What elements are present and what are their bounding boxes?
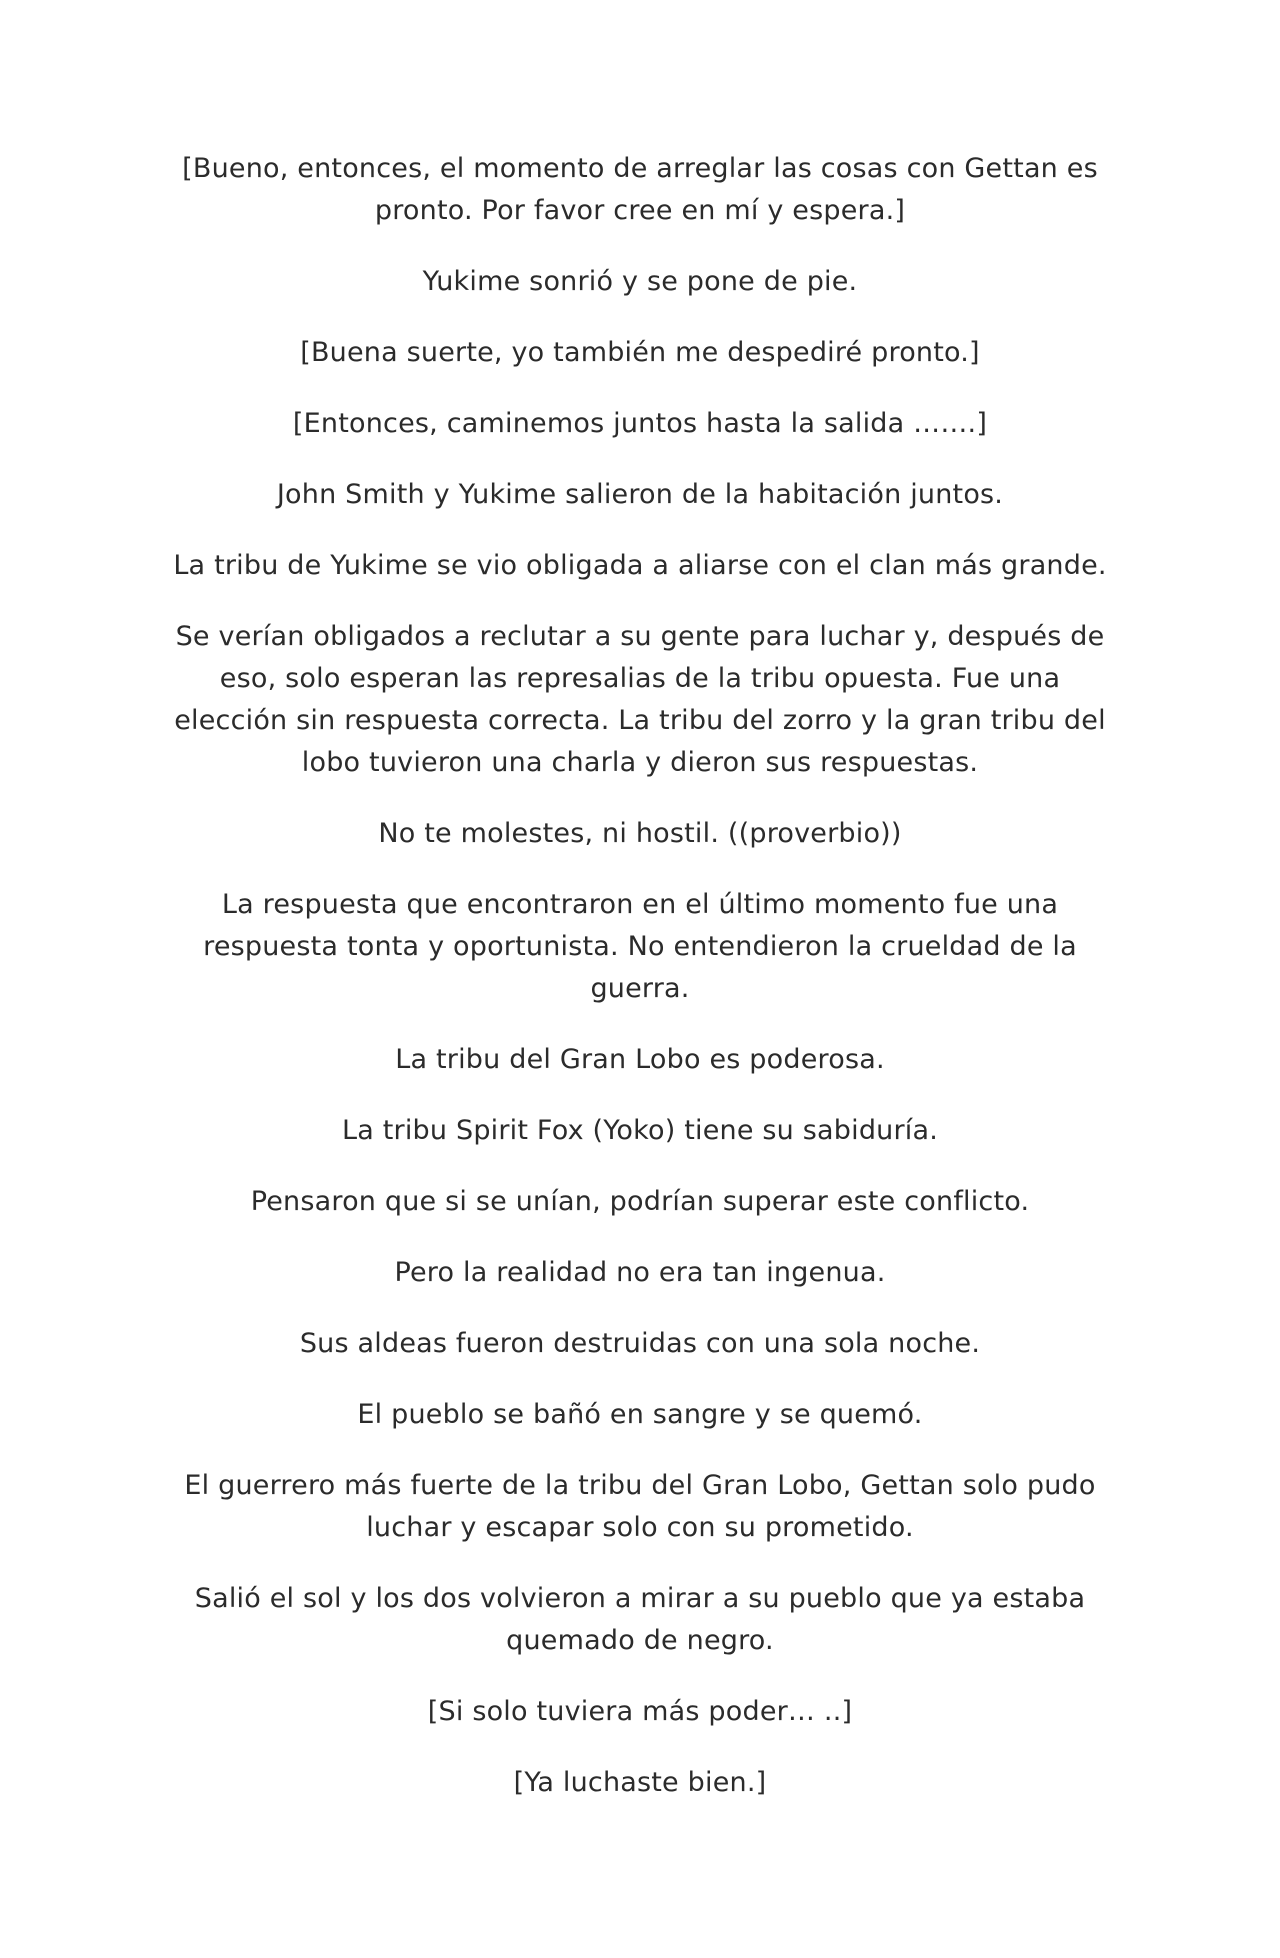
paragraph: [Ya luchaste bien.] bbox=[513, 1767, 767, 1798]
paragraph: [Bueno, entonces, el momento de arreglar las cosas con Gettan es pronto. Por favor cree en mí y espera.] bbox=[182, 153, 1098, 226]
paragraph: La tribu del Gran Lobo es poderosa. bbox=[395, 1044, 885, 1075]
paragraph: Pensaron que si se unían, podrían superar este conflicto. bbox=[250, 1186, 1030, 1217]
paragraph: Salió el sol y los dos volvieron a mirar a su pueblo que ya estaba quemado de negro. bbox=[194, 1583, 1086, 1656]
paragraph: [Buena suerte, yo también me despediré pronto.] bbox=[300, 337, 980, 368]
paragraph: El pueblo se bañó en sangre y se quemó. bbox=[357, 1399, 923, 1430]
paragraph: La respuesta que encontraron en el último momento fue una respuesta tonta y oportunista. No entendieron la crueldad de la guerra. bbox=[203, 889, 1077, 1004]
paragraph: [Si solo tuviera más poder… ..] bbox=[427, 1696, 853, 1727]
paragraph: Pero la realidad no era tan ingenua. bbox=[394, 1257, 886, 1288]
paragraph: No te molestes, ni hostil. ((proverbio)) bbox=[378, 818, 902, 849]
paragraph: Yukime sonrió y se pone de pie. bbox=[422, 266, 858, 297]
paragraph: Sus aldeas fueron destruidas con una sola noche. bbox=[299, 1328, 981, 1359]
text-body bbox=[170, 148, 1110, 1833]
paragraph: John Smith y Yukime salieron de la habitación juntos. bbox=[276, 479, 1004, 510]
paragraph: La tribu Spirit Fox (Yoko) tiene su sabiduría. bbox=[341, 1115, 939, 1146]
paragraph: La tribu de Yukime se vio obligada a aliarse con el clan más grande. bbox=[173, 550, 1107, 581]
paragraph: Se verían obligados a reclutar a su gente para luchar y, después de eso, solo esperan las represalias de la tribu opuesta. Fue una elección sin respuesta correcta. La tribu del zorro y la gran tribu del lobo tuvieron una charla y dieron sus respuestas. bbox=[174, 621, 1106, 778]
paragraph: El guerrero más fuerte de la tribu del Gran Lobo, Gettan solo pudo luchar y escapar solo con su prometido. bbox=[184, 1470, 1096, 1543]
paragraph: [Entonces, caminemos juntos hasta la salida …….] bbox=[292, 408, 988, 439]
